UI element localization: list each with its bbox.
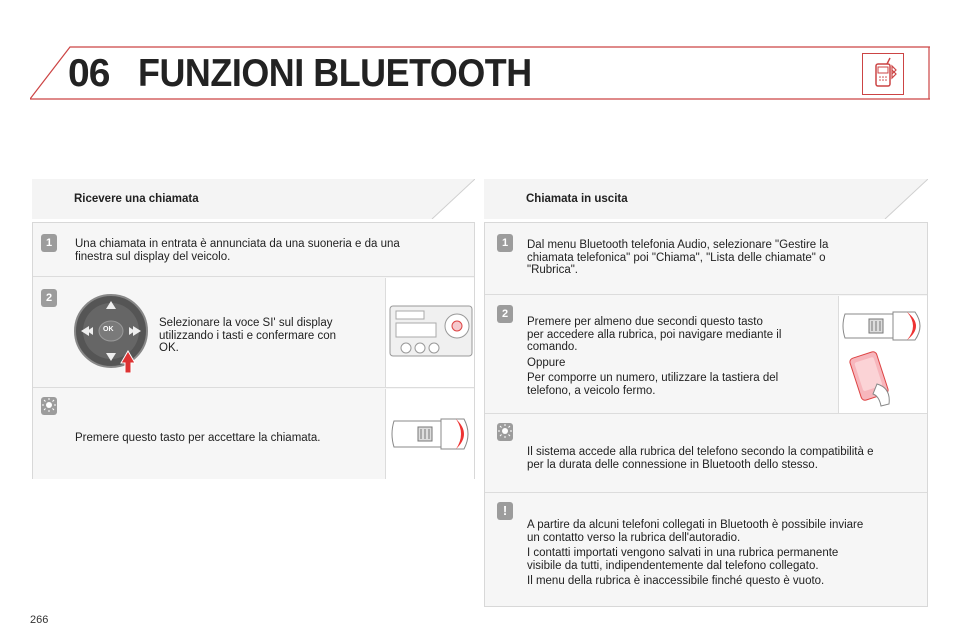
right-warning <box>485 494 927 606</box>
text-line: Il menu della rubrica è inaccessibile finché questo è vuoto. <box>527 575 825 587</box>
steering-stalk-illustration <box>385 389 474 479</box>
text-line: visibile da tutti, indipendentemente dal telefono collegato. <box>527 559 819 572</box>
warning-icon: ! <box>497 502 513 520</box>
text-line: utilizzando i tasti e confermare con <box>159 329 337 342</box>
ok-button-label: OK <box>103 326 114 333</box>
lightbulb-icon <box>497 423 513 441</box>
right-step-1-text <box>527 239 917 277</box>
left-step-1 <box>33 223 474 277</box>
right-content-box <box>484 222 928 607</box>
left-tip <box>33 389 474 479</box>
left-tip-text: Premere questo tasto per accettare la chiamata. <box>75 432 321 444</box>
text-line: comando. <box>527 341 578 353</box>
right-section-title: Chiamata in uscita <box>526 193 628 205</box>
text-line: I contatti importati vengono salvati in una rubrica permanente <box>527 547 839 559</box>
right-step-1 <box>485 223 927 295</box>
right-tip <box>485 415 927 493</box>
text-line: OK. <box>159 342 179 354</box>
page-title: FUNZIONI BLUETOOTH <box>138 52 532 95</box>
page-number: 266 <box>30 614 49 626</box>
left-step-2-text <box>159 317 379 355</box>
text-line: telefono, a veicolo fermo. <box>527 384 656 397</box>
step-number-badge: 2 <box>497 305 513 323</box>
text-line: "Rubrica". <box>527 264 578 276</box>
text-line: Il sistema accede alla rubrica del telefono secondo la compatibilità e <box>527 446 874 458</box>
text-line: Selezionare la voce SI' sul display <box>159 317 333 329</box>
right-step-2 <box>485 296 927 414</box>
left-step-2 <box>33 278 474 388</box>
text-line: Dal menu Bluetooth telefonia Audio, selezionare "Gestire la <box>527 239 829 251</box>
left-step-1-text <box>75 238 465 263</box>
ok-navigation-pad-illustration <box>73 293 153 373</box>
right-section-header <box>484 179 928 219</box>
right-warning-text <box>527 519 922 588</box>
text-line: Per comporre un numero, utilizzare la tastiera del <box>527 372 779 384</box>
step-number-badge: 1 <box>41 234 57 252</box>
text-line: per la durata delle connessione in Bluetooth dello stesso. <box>527 458 818 471</box>
text-line: per accedere alla rubrica, poi navigare mediante il <box>527 328 782 341</box>
left-section-title: Ricevere una chiamata <box>74 193 199 205</box>
left-content-box <box>32 222 475 479</box>
chapter-number: 06 <box>68 52 110 95</box>
stalk-and-phone-illustration <box>838 296 927 413</box>
text-line: finestra sul display del veicolo. <box>75 250 231 263</box>
right-tip-text <box>527 446 922 471</box>
text-line: Una chiamata in entrata è annunciata da una suoneria e da una <box>75 238 400 250</box>
step-number-badge: 1 <box>497 234 513 252</box>
right-step-2-text <box>527 316 827 397</box>
text-line: un contatto verso la rubrica dell'autoradio. <box>527 531 741 544</box>
radio-panel-illustration <box>385 278 474 387</box>
left-section-header <box>32 179 475 219</box>
phone-bluetooth-icon <box>862 53 904 95</box>
text-line: chiamata telefonica" poi "Chiama", "Lista delle chiamate" o <box>527 251 826 264</box>
step-number-badge: 2 <box>41 289 57 307</box>
text-line: Oppure <box>527 356 566 369</box>
text-line: Premere per almeno due secondi questo tasto <box>527 316 763 328</box>
text-line: A partire da alcuni telefoni collegati in Bluetooth è possibile inviare <box>527 519 864 531</box>
lightbulb-icon <box>41 397 57 415</box>
